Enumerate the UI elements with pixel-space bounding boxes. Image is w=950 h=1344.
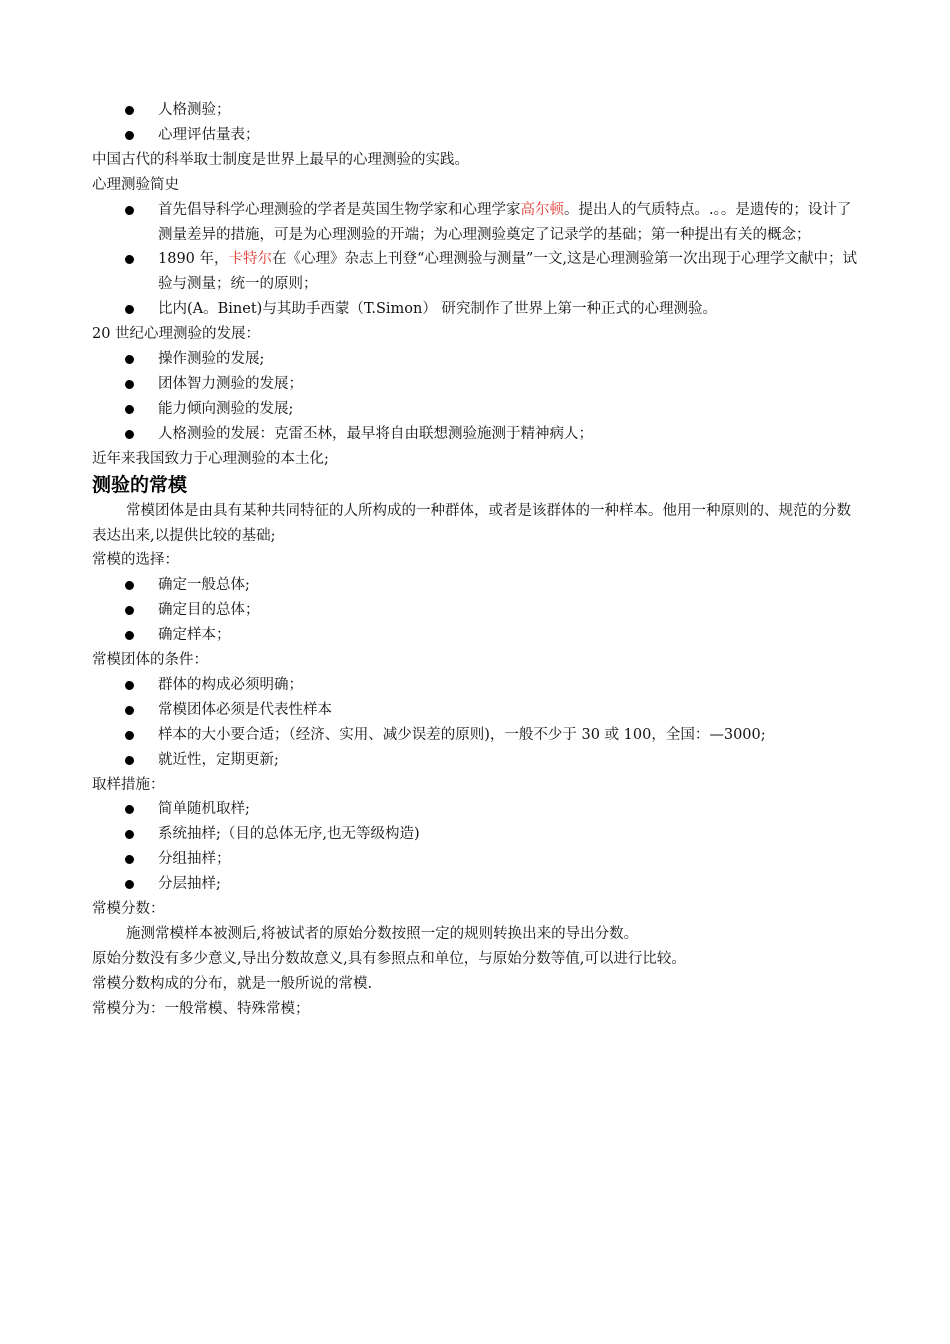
list-item: 分层抽样; [92, 872, 862, 897]
list-item: 团体智力测验的发展； [92, 372, 862, 397]
bullet-icon [125, 830, 134, 839]
paragraph-norm-definition: 常模团体是由具有某种共同特征的人所构成的一种群体，或者是该群体的一种样本。他用一种原则的、规范的分数表达出来,以提供比较的基础; [92, 502, 851, 544]
bullet-icon [125, 581, 134, 590]
bullet-list-choice [92, 573, 862, 648]
list-item: 确定样本； [92, 623, 862, 648]
bullet-icon [125, 706, 134, 715]
paragraph-localization: 近年来我国致力于心理测验的本土化; [92, 450, 329, 467]
sampling-heading: 取样措施： [92, 776, 165, 793]
bullet-icon [125, 606, 134, 615]
highlight-name-galton: 高尔顿 [520, 201, 564, 218]
bullet-icon [125, 756, 134, 765]
list-item: 能力倾向测验的发展; [92, 397, 862, 422]
highlight-name-cattell: 卡特尔 [228, 251, 273, 268]
bullet-icon [125, 131, 134, 140]
bullet-icon [125, 430, 134, 439]
bullet-icon [125, 731, 134, 740]
paragraph-keju: 中国古代的科举取士制度是世界上最早的心理测验的实践。 [92, 151, 469, 168]
conditions-heading: 常模团体的条件： [92, 652, 208, 669]
bullet-icon [125, 805, 134, 814]
bullet-list-conditions [92, 673, 862, 773]
choice-heading: 常模的选择： [92, 552, 179, 569]
paragraph-norm-types: 常模分为：一般常模、特殊常模； [92, 1000, 310, 1017]
list-item: 1890 年，卡特尔在《心理》杂志上刊登“心理测验与测量”一文,这是心理测验第一次出现于心理学文献中；试验与测量；统一的原则； [92, 247, 862, 297]
score-heading: 常模分数： [92, 901, 165, 918]
list-item: 群体的构成必须明确； [92, 673, 862, 698]
bullet-icon [125, 255, 134, 264]
list-item: 确定一般总体; [92, 573, 862, 598]
list-item: 人格测验的发展：克雷丕林，最早将自由联想测验施测于精神病人； [92, 422, 862, 447]
list-item: 确定目的总体； [92, 598, 862, 623]
list-item: 常模团体必须是代表性样本 [92, 698, 862, 723]
list-item: 系统抽样;（目的总体无序,也无等级构造) [92, 822, 862, 847]
document-page [92, 98, 862, 1022]
century-heading: 20 世纪心理测验的发展： [92, 326, 261, 343]
list-item: 心理评估量表； [92, 123, 862, 148]
bullet-list-sampling [92, 797, 862, 897]
history-heading: 心理测验简史 [92, 176, 179, 193]
list-item: 就近性，定期更新; [92, 748, 862, 773]
list-item: 比内(A。Binet)与其助手西蒙（T.Simon） 研究制作了世界上第一种正式的心理测验。 [92, 297, 862, 322]
bullet-icon [125, 106, 134, 115]
bullet-icon [125, 355, 134, 364]
bullet-icon [125, 380, 134, 389]
bullet-icon [125, 631, 134, 640]
bullet-icon [125, 405, 134, 414]
section-title: 测验的常模 [92, 473, 188, 496]
list-item: 首先倡导科学心理测验的学者是英国生物学家和心理学家高尔顿。提出人的气质特点。.。。是遗传的；设计了测量差异的措施，可是为心理测验的开端；为心理测验奠定了记录学的基础；第一种提出有关的概念； [92, 198, 862, 248]
paragraph-score-definition: 施测常模样本被测后,将被试者的原始分数按照一定的规则转换出来的导出分数。 [126, 926, 639, 942]
bullet-icon [125, 305, 134, 314]
bullet-list-century [92, 347, 862, 447]
bullet-list-test-types [92, 98, 862, 148]
paragraph-distribution: 常模分数构成的分布，就是一般所说的常模. [92, 975, 373, 992]
list-item: 操作测验的发展; [92, 347, 862, 372]
bullet-icon [125, 880, 134, 889]
bullet-icon [125, 855, 134, 864]
bullet-icon [125, 206, 134, 215]
list-item: 分组抽样； [92, 847, 862, 872]
list-item: 简单随机取样; [92, 797, 862, 822]
bullet-icon [125, 681, 134, 690]
bullet-list-history [92, 198, 862, 323]
list-item: 人格测验； [92, 98, 862, 123]
list-item: 样本的大小要合适；（经济、实用、减少误差的原则)，一般不少于 30 或 100，全国：—3000; [92, 723, 862, 748]
paragraph-raw-score: 原始分数没有多少意义,导出分数故意义,具有参照点和单位，与原始分数等值,可以进行比较。 [92, 950, 686, 967]
